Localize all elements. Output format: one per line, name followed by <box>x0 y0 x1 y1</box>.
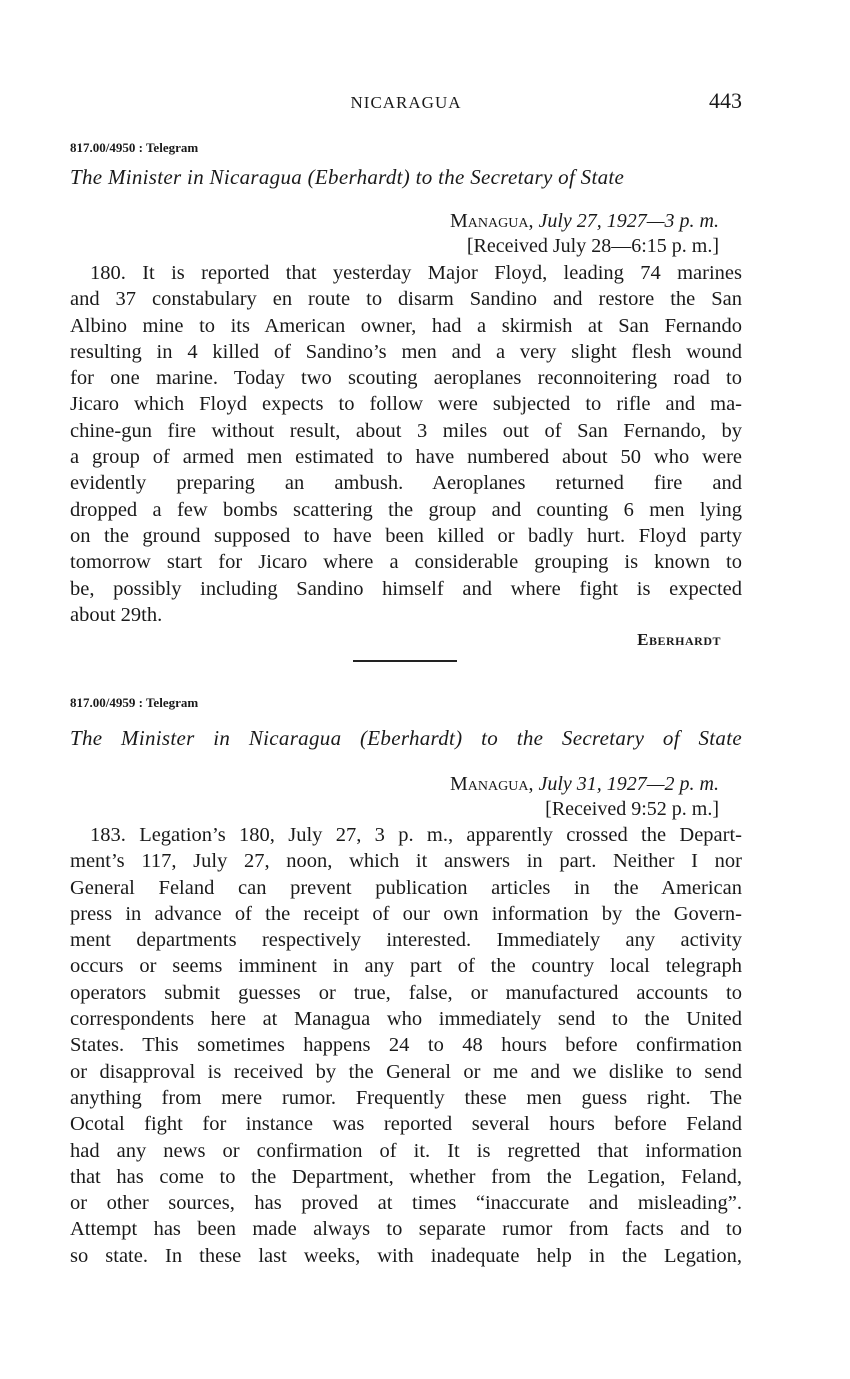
text-line: dropped a few bombs scattering the group and counting 6 men lying <box>70 498 742 521</box>
text-line: or other sources, has proved at times “inaccurate and misleading”. <box>70 1192 742 1215</box>
text-line: Ocotal fight for instance was reported several hours before Feland <box>70 1113 742 1136</box>
received-note: [Received July 28—6:15 p. m.] <box>466 235 719 257</box>
dateline-place: Managua, <box>450 210 534 232</box>
text-line: a group of armed men estimated to have numbered about 50 who were <box>70 446 742 469</box>
text-line: Attempt has been made always to separate rumor from facts and to <box>70 1218 742 1241</box>
document-title: The Minister in Nicaragua (Eberhardt) to the Secretary of State <box>70 165 625 189</box>
text-line: about 29th. <box>70 603 163 626</box>
text-line: General Feland can prevent publication articles in the American <box>70 876 742 899</box>
telegram-body <box>70 822 742 1269</box>
document-title: The Minister in Nicaragua (Eberhardt) to the Secretary of State <box>70 726 742 750</box>
dateline-date: July 27, 1927—3 p. m. <box>538 210 719 232</box>
text-line: for one marine. Today two scouting aeroplanes reconnoitering road to <box>70 367 742 390</box>
signature: Eberhardt <box>637 630 721 649</box>
page-number: 443 <box>709 88 742 113</box>
text-line: tomorrow start for Jicaro where a considerable grouping is known to <box>70 551 742 574</box>
text-line: had any news or confirmation of it. It is regretted that information <box>70 1139 742 1162</box>
text-line: 180. It is reported that yesterday Major Floyd, leading 74 marines <box>90 262 742 284</box>
text-line: chine-gun fire without result, about 3 miles out of San Fernando, by <box>70 419 742 442</box>
section-divider <box>353 660 457 662</box>
text-line: ment’s 117, July 27, noon, which it answers in part. Neither I nor <box>70 850 742 873</box>
text-line: Jicaro which Floyd expects to follow were subjected to rifle and ma- <box>70 393 742 416</box>
running-header: NICARAGUA <box>350 93 462 112</box>
dateline-place: Managua, <box>450 773 534 795</box>
text-line: that has come to the Department, whether from the Legation, Feland, <box>70 1165 742 1188</box>
text-line: anything from mere rumor. Frequently these men guess right. The <box>70 1086 742 1109</box>
text-line: evidently preparing an ambush. Aeroplanes returned fire and <box>70 472 742 495</box>
telegram-body <box>70 260 742 628</box>
text-line: occurs or seems imminent in any part of the country local telegraph <box>70 955 742 978</box>
dateline <box>450 773 719 796</box>
dateline-date: July 31, 1927—2 p. m. <box>538 773 719 795</box>
text-line: press in advance of the receipt of our own information by the Govern- <box>70 902 742 925</box>
text-line: be, possibly including Sandino himself and where fight is expected <box>70 577 742 600</box>
dateline <box>450 210 719 233</box>
document-id: 817.00/4959 : Telegram <box>70 695 199 710</box>
received-note: [Received 9:52 p. m.] <box>545 798 719 820</box>
text-line: or disapproval is received by the General or me and we dislike to send <box>70 1060 742 1083</box>
text-line: so state. In these last weeks, with inadequate help in the Legation, <box>70 1244 742 1267</box>
text-line: Albino mine to its American owner, had a skirmish at San Fernando <box>70 314 742 337</box>
text-line: and 37 constabulary en route to disarm Sandino and restore the San <box>70 288 742 311</box>
text-line: on the ground supposed to have been killed or badly hurt. Floyd party <box>70 524 742 547</box>
text-line: resulting in 4 killed of Sandino’s men and a very slight flesh wound <box>70 340 742 363</box>
text-line: correspondents here at Managua who immediately send to the United <box>70 1008 742 1031</box>
text-line: States. This sometimes happens 24 to 48 hours before confirmation <box>70 1034 742 1057</box>
text-line: ment departments respectively interested. Immediately any activity <box>70 929 742 952</box>
text-line: 183. Legation’s 180, July 27, 3 p. m., apparently crossed the Depart- <box>90 824 742 846</box>
document-id: 817.00/4950 : Telegram <box>70 140 199 155</box>
text-line: operators submit guesses or true, false, or manufactured accounts to <box>70 981 742 1004</box>
